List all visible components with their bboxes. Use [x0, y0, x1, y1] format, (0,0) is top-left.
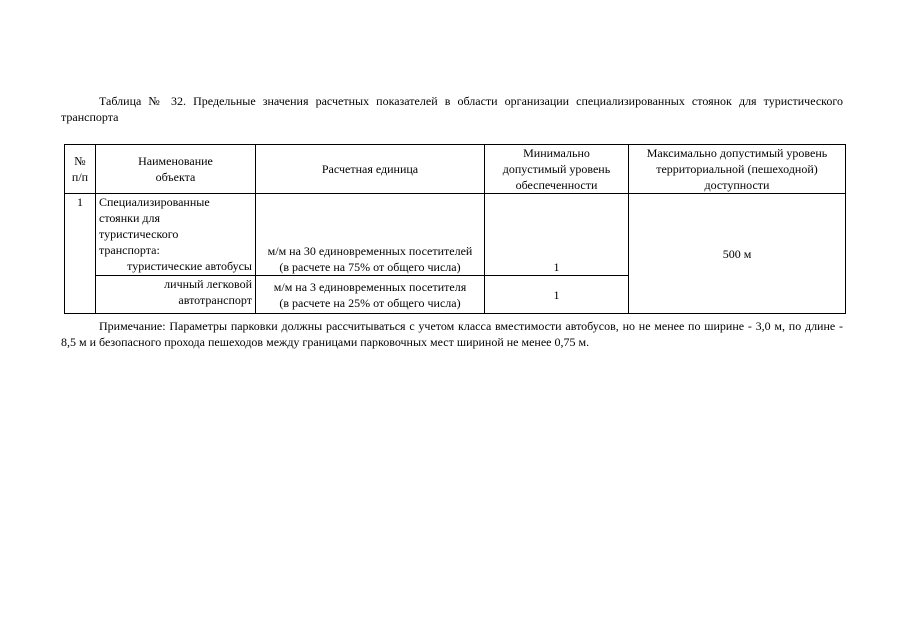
table-row: [65, 194, 846, 276]
header-row: [65, 145, 846, 194]
min-level-cars: 1: [485, 276, 629, 314]
sub-name-cars: личный легковой автотранспорт: [96, 276, 256, 314]
table-note: [61, 318, 843, 350]
header-unit: Расчетная единица: [256, 145, 485, 194]
unit-buses: м/м на 30 единовременных посетителей (в расчете на 75% от общего числа): [256, 194, 485, 276]
note-text: Примечание: Параметры парковки должны рассчитываться с учетом класса вместимости автобусов, но не менее по ширине - 3,0 м, по длине - 8,5 м и безопасного прохода пешеходов между границами парковочных мест шириной не менее 0,75 м.: [61, 319, 843, 349]
unit-cars: м/м на 3 единовременных посетителя (в расчете на 25% от общего числа): [256, 276, 485, 314]
sub-name-buses: туристические автобусы: [127, 259, 252, 273]
header-min-level: Минимально допустимый уровень обеспеченности: [485, 145, 629, 194]
header-name: Наименование объекта: [96, 145, 256, 194]
row-num: 1: [65, 194, 96, 314]
row-name: Специализированные стоянки для туристического транспорта: туристические автобусы: [96, 194, 256, 276]
min-level-buses: 1: [485, 194, 629, 276]
parking-norms-table: [64, 144, 846, 314]
header-max-level: Максимально допустимый уровень территориальной (пешеходной) доступности: [629, 145, 846, 194]
table-caption: [61, 93, 843, 125]
caption-text: Таблица № 32. Предельные значения расчетных показателей в области организации специализированных стоянок для туристического транспорта: [61, 94, 843, 124]
max-level-value: 500 м: [629, 194, 846, 314]
header-num: № п/п: [65, 145, 96, 194]
